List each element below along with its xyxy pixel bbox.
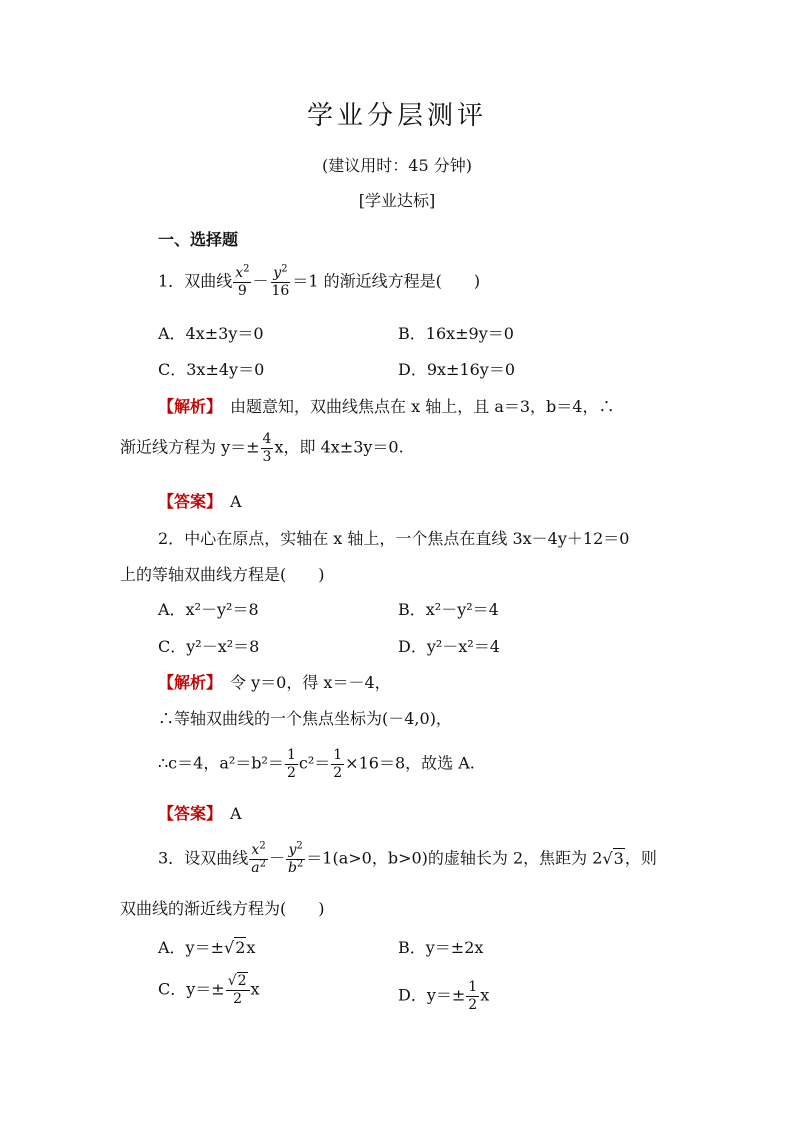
option-a: A．x²－y²＝8	[158, 600, 259, 619]
option-a: A．4x±3y＝0	[158, 324, 264, 343]
analysis-label: 【解析】	[158, 397, 215, 416]
fraction-1-over-2: $\frac{1}{2}$	[333, 747, 343, 781]
fraction-y2-over-b2: $\frac{y^2}{b^2}$	[287, 840, 304, 876]
sqrt-2: √2	[224, 938, 246, 957]
analysis-label: 【解析】	[158, 673, 215, 692]
option-d: D．9x±16y＝0	[398, 360, 516, 379]
section-label: [学业达标]	[358, 191, 436, 210]
option-c: C．y＝± $\frac{√2}{2}$ x	[158, 973, 260, 1007]
question-2-line-2: 上的等轴双曲线方程是( )	[120, 565, 325, 584]
analysis-2-line-1: 【解析】 令 y＝0，得 x＝－4，	[158, 673, 391, 692]
analysis-2-line-2: ∴等轴双曲线的一个焦点坐标为(－4,0)，	[158, 709, 452, 728]
question-number: 1．	[158, 271, 185, 291]
fraction-y2-over-16: $\frac{y^2}{16}$	[271, 263, 290, 299]
fraction-4-over-3: $\frac{4}{3}$	[262, 431, 272, 465]
fraction-1-over-2: $\frac{1}{2}$	[286, 747, 296, 781]
fraction-1-over-2: $\frac{1}{2}$	[468, 979, 478, 1013]
analysis-1-line-2: 渐近线方程为 y＝± $\frac{4}{3}$ x，即 4x±3y＝0.	[120, 431, 404, 465]
suggested-time: (建议用时：45 分钟)	[322, 156, 472, 175]
answer-2: 【答案】 A	[158, 804, 242, 823]
fraction-x2-over-a2: $\frac{x^2}{a^2}$	[251, 840, 266, 876]
option-b: B．y＝±2x	[398, 938, 484, 957]
answer-1: 【答案】 A	[158, 492, 242, 511]
option-d: D．y＝± $\frac{1}{2}$ x	[398, 979, 490, 1013]
answer-label: 【答案】	[158, 492, 215, 511]
question-3-stem: 3．设双曲线 $\frac{x^2}{a^2}$ － $\frac{y^2}{b^2}$ ＝1(a>0，b>0)的虚轴长为 2，焦距为 2√3，则	[158, 840, 657, 876]
option-c: C．3x±4y＝0	[158, 360, 265, 379]
fraction-sqrt2-over-2: $\frac{√2}{2}$	[226, 974, 250, 1006]
option-a: A．y＝±√2x	[158, 938, 256, 957]
question-number: 2．	[158, 529, 185, 548]
option-c: C．y²－x²＝8	[158, 637, 260, 656]
fraction-x2-over-9: $\frac{x^2}{9}$	[235, 263, 250, 299]
sqrt-3: √3	[602, 848, 624, 868]
page-title: 学业分层测评	[306, 101, 487, 131]
answer-label: 【答案】	[158, 804, 215, 823]
question-number: 3．	[158, 848, 185, 868]
question-3-line-2: 双曲线的渐近线方程为( )	[120, 899, 325, 918]
question-1-stem: 1．双曲线 $\frac{x^2}{9}$ － $\frac{y^2}{16}$ ＝1 的渐近线方程是( )	[158, 263, 481, 299]
analysis-2-line-3: ∴c＝4，a²＝b²＝ $\frac{1}{2}$ c²＝ $\frac{1}{2}$ ×16＝8，故选 A.	[158, 747, 475, 781]
option-d: D．y²－x²＝4	[398, 637, 500, 656]
analysis-1-line-1: 【解析】 由题意知，双曲线焦点在 x 轴上，且 a＝3，b＝4，∴	[158, 397, 615, 416]
option-b: B．16x±9y＝0	[398, 324, 514, 343]
part-heading: 一、选择题	[158, 230, 239, 249]
question-2-line-1: 2．中心在原点，实轴在 x 轴上，一个焦点在直线 3x－4y＋12＝0	[158, 529, 630, 548]
option-b: B．x²－y²＝4	[398, 600, 499, 619]
